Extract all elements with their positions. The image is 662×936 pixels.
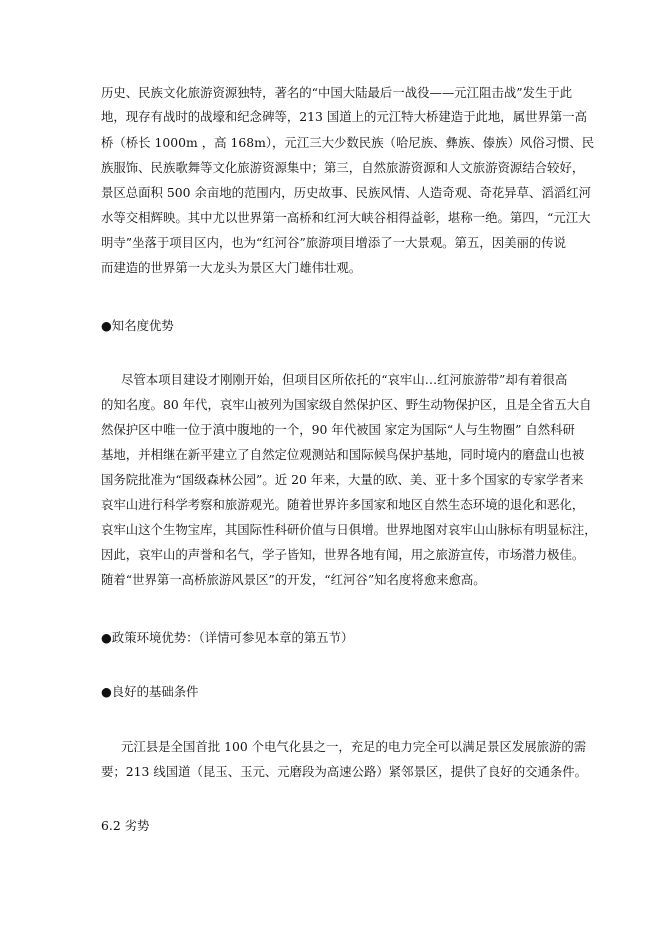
paragraph-line: 然保护区中唯一位于滇中腹地的一个，90 年代被国 家定为国际“人与生物圈” 自然科研	[101, 422, 575, 437]
paragraph-line: 元江县是全国首批 100 个电气化县之一，充足的电力完全可以满足景区发展旅游的需	[121, 739, 587, 754]
paragraph-line: 的知名度。80 年代，哀牢山被列为国家级自然保护区、野生动物保护区，且是全省五大自	[101, 397, 592, 412]
paragraph-line: 明寺”坐落于项目区内，也为“红河谷”旅游项目增添了一大景观。第五，因美丽的传说	[101, 235, 567, 250]
paragraph-line: 地，现存有战时的战壕和纪念碑等，213 国道上的元江特大桥建造于此地，属世界第一高	[101, 109, 588, 124]
paragraph-line: 历史、民族文化旅游资源独特，著名的“中国大陆最后一战役——元江阻击战”发生于此	[101, 85, 573, 100]
paragraph-line: 随着“世界第一高桥旅游风景区”的开发，“红河谷”知名度将愈来愈高。	[101, 572, 486, 587]
paragraph-line: 哀牢山这个生物宝库，其国际性科研价值与日俱增。世界地图对哀牢山山脉标有明显标注，	[101, 522, 597, 537]
paragraph-line: 族服饰、民族歌舞等文化旅游资源集中；第三，自然旅游资源和人文旅游资源结合较好，	[101, 160, 585, 175]
paragraph-line: 景区总面积 500 余亩地的范围内，历史故事、民族风情、人造奇观、奇花异草、滔滔红河	[101, 185, 591, 200]
paragraph-line: 水等交相辉映。其中尤以世界第一高桥和红河大峡谷相得益彰，堪称一绝。第四，“元江大	[101, 210, 591, 225]
heading-infrastructure: ●良好的基础条件	[101, 684, 199, 699]
section-title: 6.2 劣势	[101, 818, 150, 833]
paragraph-line: 桥（桥长 1000m ，高 168m），元江三大少数民族（哈尼族、彝族、傣族）风俗习惯、民	[101, 135, 595, 150]
paragraph-line: 要；213 线国道（昆玉、玉元、元磨段为高速公路）紧邻景区，提供了良好的交通条件。	[101, 764, 588, 779]
heading-awareness: ●知名度优势	[101, 318, 174, 333]
paragraph-line: 基地，并相继在新平建立了自然定位观测站和国际候鸟保护基地，同时境内的磨盘山也被	[101, 447, 585, 462]
paragraph-line: 哀牢山进行科学考察和旅游观光。随着世界许多国家和地区自然生态环境的退化和恶化，	[101, 497, 585, 512]
paragraph-line: 国务院批准为“国级森林公园”。近 20 年来，大量的欧、美、亚十多个国家的专家学者来	[101, 472, 584, 487]
paragraph-line: 尽管本项目建设才刚刚开始，但项目区所依托的“哀牢山…红河旅游带”却有着很高	[121, 372, 568, 387]
paragraph-line: 而建造的世界第一大龙头为景区大门雄伟壮观。	[101, 260, 362, 275]
paragraph-line: 因此，哀牢山的声誉和名气，学子皆知，世界各地有闻，用之旅游宣传，市场潜力极佳。	[101, 547, 585, 562]
heading-policy: ●政策环境优势：（详情可参见本章的第五节）	[101, 630, 354, 645]
